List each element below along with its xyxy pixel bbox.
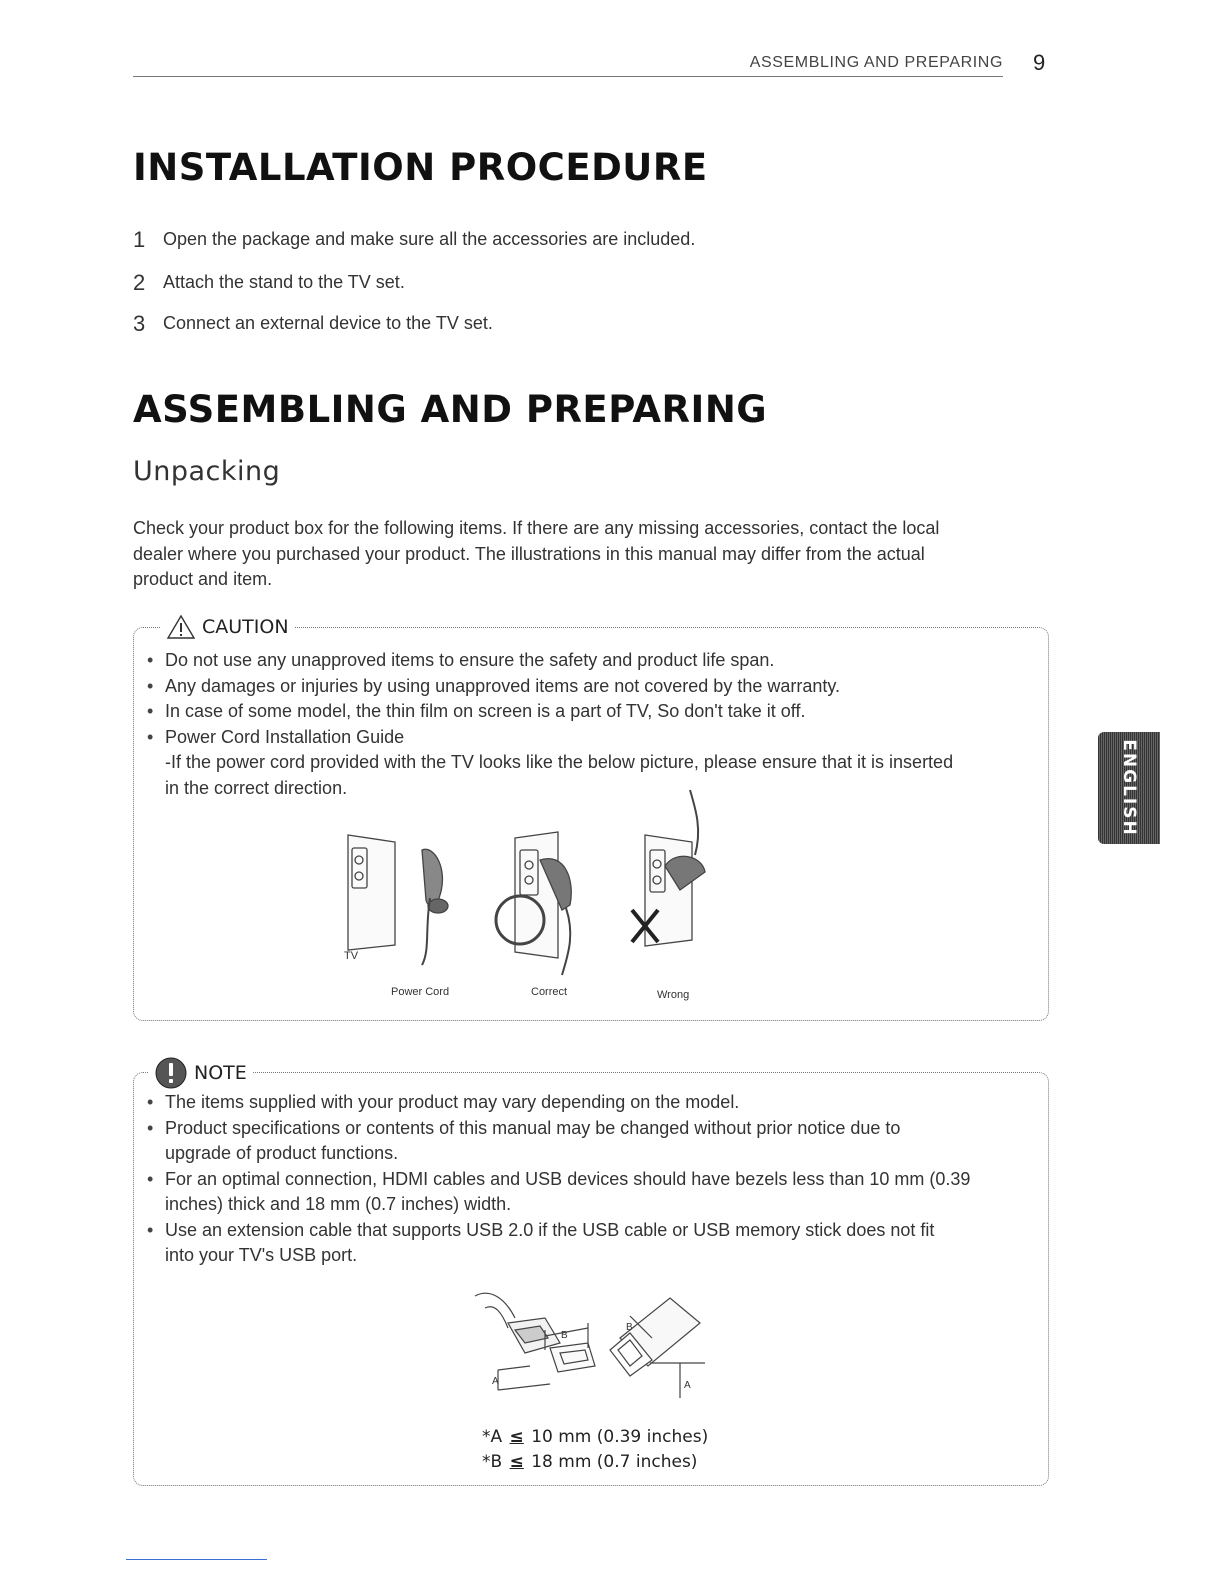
step-number: 3 <box>133 311 146 336</box>
note-icon <box>154 1056 188 1090</box>
assembling-title: ASSEMBLING AND PREPARING <box>133 388 768 431</box>
language-tab <box>1098 732 1160 844</box>
step-number: 1 <box>133 227 146 252</box>
dimension-label-b: B <box>561 1330 568 1341</box>
warning-triangle-icon <box>166 614 196 640</box>
dimension-label-a: A <box>684 1380 691 1391</box>
note-list <box>133 1090 1038 1269</box>
power-cord-illustration <box>330 780 730 1010</box>
header-rule <box>133 76 1003 77</box>
list-item: • Product specifications or contents of this manual may be changed without prior notice due to upgrade of product functions. <box>133 1116 1038 1167</box>
language-tab-label: ENGLISH <box>1119 739 1139 837</box>
caution-heading <box>160 614 295 640</box>
unpacking-subtitle: Unpacking <box>133 456 281 487</box>
installation-title: INSTALLATION PROCEDURE <box>133 146 708 189</box>
list-item: • Do not use any unapproved items to ensure the safety and product life span. <box>133 648 1033 674</box>
page-number: 9 <box>1033 50 1046 75</box>
caution-list <box>133 648 1033 750</box>
spec-a: *A ≤ 10 mm (0.39 inches) <box>482 1427 709 1447</box>
dimension-label-b: B <box>626 1322 633 1333</box>
list-item: • Use an extension cable that supports USB 2.0 if the USB cable or USB memory stick does not fit into your TV's USB port. <box>133 1218 1038 1269</box>
running-header: ASSEMBLING AND PREPARING <box>749 54 1003 71</box>
dimension-label-a: A <box>492 1376 499 1387</box>
list-item: • For an optimal connection, HDMI cables and USB devices should have bezels less than 10 mm (0.39 inches) thick and 18 mm (0.7 inches) width. <box>133 1167 1038 1218</box>
figure-label-wrong: Wrong <box>657 989 690 1001</box>
list-item: • Any damages or injuries by using unapproved items are not covered by the warranty. <box>133 674 1033 700</box>
power-cord-guide-text: -If the power cord provided with the TV looks like the below picture, please ensure that it is inserted in the correct direction. <box>165 752 954 798</box>
step-text: Connect an external device to the TV set. <box>163 313 493 333</box>
figure-label-correct: Correct <box>531 986 568 998</box>
list-item: • The items supplied with your product may vary depending on the model. <box>133 1090 1038 1116</box>
list-item: • In case of some model, the thin film on screen is a part of TV, So don't take it off. <box>133 699 1033 725</box>
list-item: • Power Cord Installation Guide <box>133 725 1033 751</box>
step-number: 2 <box>133 270 146 295</box>
spec-b: *B ≤ 18 mm (0.7 inches) <box>482 1452 698 1472</box>
unpacking-intro: Check your product box for the following items. If there are any missing accessories, contact the local dealer where you purchased your product. The illustrations in this manual may differ from the actual product and item. <box>133 518 940 589</box>
footer-link-line <box>126 1559 267 1560</box>
usb-hdmi-illustration <box>470 1288 720 1413</box>
note-heading <box>148 1056 253 1090</box>
figure-label-tv: TV <box>344 950 359 962</box>
step-text: Attach the stand to the TV set. <box>163 272 405 292</box>
note-title: NOTE <box>194 1062 247 1084</box>
step-text: Open the package and make sure all the accessories are included. <box>163 229 696 249</box>
figure-label-power-cord: Power Cord <box>391 986 450 998</box>
caution-title: CAUTION <box>202 616 289 638</box>
